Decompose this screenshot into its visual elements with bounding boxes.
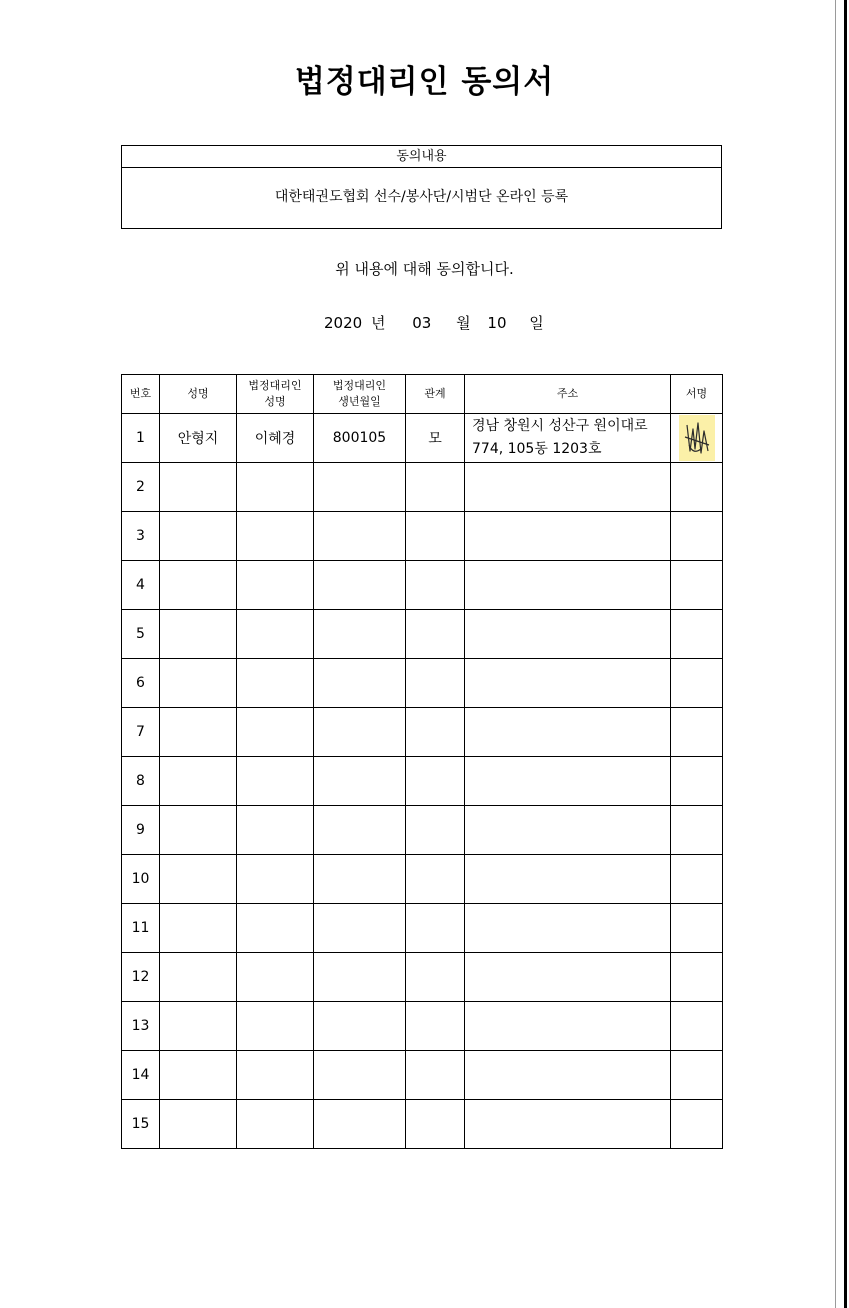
row-number: 3 xyxy=(122,512,160,561)
header-guardian-name-line2: 성명 xyxy=(264,395,286,408)
table-row xyxy=(122,1100,723,1149)
row-number: 6 xyxy=(122,659,160,708)
cell-address xyxy=(465,953,671,1002)
row-number: 11 xyxy=(122,904,160,953)
cell-name xyxy=(160,757,237,806)
row-number: 10 xyxy=(122,855,160,904)
cell-guardian-birth xyxy=(314,1100,406,1149)
cell-name xyxy=(160,659,237,708)
row-number: 9 xyxy=(122,806,160,855)
table-row xyxy=(122,953,723,1002)
cell-signature xyxy=(671,463,723,512)
cell-guardian-name: 이혜경 xyxy=(237,414,314,463)
cell-guardian-birth xyxy=(314,561,406,610)
cell-guardian-name xyxy=(237,463,314,512)
cell-name xyxy=(160,610,237,659)
row-number: 2 xyxy=(122,463,160,512)
cell-guardian-name xyxy=(237,1002,314,1051)
header-name: 성명 xyxy=(160,375,237,414)
date-year: 2020 xyxy=(324,314,363,332)
cell-guardian-birth xyxy=(314,806,406,855)
cell-guardian-name xyxy=(237,1051,314,1100)
cell-guardian-birth xyxy=(314,904,406,953)
header-no: 번호 xyxy=(122,375,160,414)
cell-name xyxy=(160,855,237,904)
cell-name xyxy=(160,904,237,953)
table-row xyxy=(122,610,723,659)
cell-signature xyxy=(671,610,723,659)
cell-signature xyxy=(671,659,723,708)
header-guardian-birth xyxy=(314,375,406,414)
cell-address xyxy=(465,414,671,463)
cell-address xyxy=(465,1002,671,1051)
table-row xyxy=(122,659,723,708)
table-row xyxy=(122,904,723,953)
cell-relation xyxy=(406,1100,465,1149)
cell-relation xyxy=(406,904,465,953)
cell-address xyxy=(465,806,671,855)
cell-name xyxy=(160,1100,237,1149)
date-day: 10 xyxy=(487,314,507,332)
table-row xyxy=(122,806,723,855)
cell-address xyxy=(465,757,671,806)
cell-guardian-name xyxy=(237,757,314,806)
cell-relation xyxy=(406,463,465,512)
cell-guardian-birth xyxy=(314,659,406,708)
address-line-1: 경남 창원시 성산구 원이대로 xyxy=(472,418,648,434)
cell-relation: 모 xyxy=(406,414,465,463)
cell-guardian-name xyxy=(237,659,314,708)
cell-guardian-name xyxy=(237,904,314,953)
cell-signature xyxy=(671,1100,723,1149)
row-number: 8 xyxy=(122,757,160,806)
cell-name xyxy=(160,512,237,561)
date-year-unit: 년 xyxy=(370,314,386,332)
table-row xyxy=(122,512,723,561)
cell-address xyxy=(465,855,671,904)
cell-relation xyxy=(406,512,465,561)
cell-relation xyxy=(406,953,465,1002)
cell-guardian-name xyxy=(237,708,314,757)
cell-guardian-name xyxy=(237,1100,314,1149)
cell-signature xyxy=(671,806,723,855)
cell-name xyxy=(160,1051,237,1100)
cell-name xyxy=(160,806,237,855)
cell-signature xyxy=(671,1002,723,1051)
cell-guardian-birth xyxy=(314,953,406,1002)
row-number: 1 xyxy=(122,414,160,463)
cell-guardian-name xyxy=(237,953,314,1002)
cell-guardian-birth: 800105 xyxy=(314,414,406,463)
cell-relation xyxy=(406,610,465,659)
cell-guardian-name xyxy=(237,512,314,561)
document-title: 법정대리인 동의서 xyxy=(294,64,555,100)
table-row xyxy=(122,757,723,806)
cell-address xyxy=(465,1100,671,1149)
cell-relation xyxy=(406,806,465,855)
table-row xyxy=(122,1002,723,1051)
row-number: 12 xyxy=(122,953,160,1002)
header-guardian-name-line1: 법정대리인 xyxy=(248,379,302,392)
cell-address xyxy=(465,708,671,757)
cell-address xyxy=(465,512,671,561)
row-number: 4 xyxy=(122,561,160,610)
cell-guardian-birth xyxy=(314,512,406,561)
cell-guardian-name xyxy=(237,610,314,659)
table-row xyxy=(122,855,723,904)
cell-relation xyxy=(406,708,465,757)
cell-relation xyxy=(406,1051,465,1100)
table-row xyxy=(122,414,723,463)
cell-signature xyxy=(671,953,723,1002)
row-number: 14 xyxy=(122,1051,160,1100)
date-day-unit: 일 xyxy=(529,314,544,332)
cell-guardian-birth xyxy=(314,855,406,904)
cell-signature xyxy=(671,414,723,463)
table-row xyxy=(122,561,723,610)
address-line-2: 774, 105동 1203호 xyxy=(472,441,602,457)
agree-statement: 위 내용에 대해 동의합니다. xyxy=(335,260,514,278)
cell-guardian-birth xyxy=(314,610,406,659)
table-header-row xyxy=(122,375,723,414)
cell-name xyxy=(160,1002,237,1051)
cell-signature xyxy=(671,561,723,610)
cell-guardian-name xyxy=(237,806,314,855)
date-month: 03 xyxy=(412,314,432,332)
page-edge-line xyxy=(835,0,836,1308)
cell-relation xyxy=(406,561,465,610)
cell-address xyxy=(465,561,671,610)
consent-header: 동의내용 xyxy=(122,146,721,168)
row-number: 13 xyxy=(122,1002,160,1051)
cell-name xyxy=(160,953,237,1002)
row-number: 5 xyxy=(122,610,160,659)
cell-signature xyxy=(671,855,723,904)
cell-relation xyxy=(406,855,465,904)
header-guardian-name xyxy=(237,375,314,414)
cell-name: 안형지 xyxy=(160,414,237,463)
cell-signature xyxy=(671,708,723,757)
header-guardian-birth-line1: 법정대리인 xyxy=(332,379,387,392)
date-month-unit: 월 xyxy=(456,314,471,332)
cell-address xyxy=(465,904,671,953)
header-guardian-birth-line2: 생년월일 xyxy=(338,395,381,408)
guardian-table xyxy=(121,374,723,1149)
signature-image xyxy=(679,415,715,461)
cell-signature xyxy=(671,904,723,953)
cell-guardian-name xyxy=(237,855,314,904)
cell-address xyxy=(465,1051,671,1100)
table-row xyxy=(122,1051,723,1100)
cell-address xyxy=(465,610,671,659)
row-number: 15 xyxy=(122,1100,160,1149)
date-line xyxy=(324,312,544,333)
cell-signature xyxy=(671,1051,723,1100)
cell-guardian-birth xyxy=(314,1002,406,1051)
cell-signature xyxy=(671,757,723,806)
cell-relation xyxy=(406,757,465,806)
cell-guardian-birth xyxy=(314,757,406,806)
cell-guardian-birth xyxy=(314,1051,406,1100)
cell-relation xyxy=(406,1002,465,1051)
row-number: 7 xyxy=(122,708,160,757)
consent-box xyxy=(121,145,722,229)
table-row xyxy=(122,708,723,757)
cell-signature xyxy=(671,512,723,561)
cell-name xyxy=(160,561,237,610)
cell-guardian-birth xyxy=(314,463,406,512)
header-relation: 관계 xyxy=(406,375,465,414)
cell-name xyxy=(160,463,237,512)
cell-name xyxy=(160,708,237,757)
cell-address xyxy=(465,659,671,708)
table-row xyxy=(122,463,723,512)
page-edge-border xyxy=(844,0,847,1308)
cell-relation xyxy=(406,659,465,708)
cell-guardian-birth xyxy=(314,708,406,757)
cell-guardian-name xyxy=(237,561,314,610)
header-signature: 서명 xyxy=(671,375,723,414)
cell-address xyxy=(465,463,671,512)
header-address: 주소 xyxy=(465,375,671,414)
consent-body: 대한태권도협회 선수/봉사단/시범단 온라인 등록 xyxy=(274,189,569,205)
